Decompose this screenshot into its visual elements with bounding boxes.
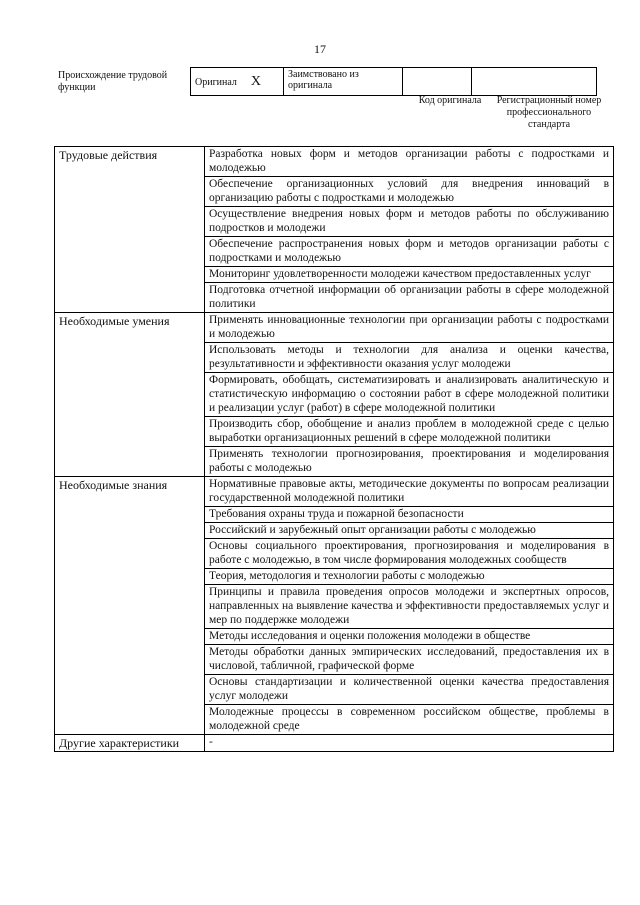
section-item: Осуществление внедрения новых форм и методов работы по обслуживанию подростков и молодежи [205,207,614,237]
table-row [55,313,614,343]
section-item: Основы стандартизации и количественной оценки качества предоставления услуг молодежи [205,675,614,705]
origin-label: Происхождение трудовой функции [58,70,168,93]
section-item: Российский и зарубежный опыт организации работы с молодежью [205,523,614,539]
borrowed-cell: Заимствовано из оригинала [284,68,403,96]
page-number: 17 [314,42,326,56]
section-title: Другие характеристики [55,735,205,752]
origin-table [190,67,597,96]
function-table-body [55,147,614,752]
section-item: Подготовка отчетной информации об организации работы в сфере молодежной политики [205,283,614,313]
table-row [55,147,614,177]
code-cell [403,68,472,96]
section-item: Производить сбор, обобщение и анализ проблем в молодежной среде с целью выработки организационных решений в сфере молодежной политики [205,417,614,447]
section-item: Применять технологии прогнозирования, проектирования и моделирования работы с молодежью [205,447,614,477]
section-item: Применять инновационные технологии при организации работы с подростками и молодежью [205,313,614,343]
section-item: Разработка новых форм и методов организации работы с подростками и молодежью [205,147,614,177]
code-caption: Код оригинала [418,95,482,106]
original-mark: X [250,73,262,89]
section-item: Мониторинг удовлетворенности молодежи качеством предоставленных услуг [205,267,614,283]
section-title: Необходимые знания [55,477,205,735]
section-item: Формировать, обобщать, систематизировать и анализировать аналитическую и статистическую информацию о состоянии работ в сфере молодежной политики и реализации услуг (работ) в сфере молодежной политики [205,373,614,417]
section-item: Требования охраны труда и пожарной безопасности [205,507,614,523]
reg-number-caption: Регистрационный номер профессионального стандарта [496,95,602,130]
section-title: Трудовые действия [55,147,205,313]
original-cell [191,68,284,96]
section-item: Молодежные процессы в современном российском обществе, проблемы в молодежной среде [205,705,614,735]
function-table [54,146,614,752]
section-item: Принципы и правила проведения опросов молодежи и экспертных опросов, направленных на выявление качества и эффективности предоставляемых услуг и мер по поддержке молодежи [205,585,614,629]
section-item: Использовать методы и технологии для анализа и оценки качества, результативности и эффективности оказания услуг молодежи [205,343,614,373]
section-item: Методы исследования и оценки положения молодежи в обществе [205,629,614,645]
section-title: Необходимые умения [55,313,205,477]
reg-number-cell [472,68,597,96]
section-item: Обеспечение распространения новых форм и методов организации работы с подростками и молодежью [205,237,614,267]
section-item: - [205,735,614,752]
section-item: Нормативные правовые акты, методические документы по вопросам реализации государственной молодежной политики [205,477,614,507]
table-row [55,735,614,752]
original-label: Оригинал [195,76,237,88]
table-row [55,477,614,507]
section-item: Методы обработки данных эмпирических исследований, предоставления их в числовой, табличной, графической форме [205,645,614,675]
section-item: Обеспечение организационных условий для внедрения инноваций в организацию работы с подростками и молодежью [205,177,614,207]
section-item: Основы социального проектирования, прогнозирования и моделирования в работе с молодежью, в том числе формирования молодежных сообществ [205,539,614,569]
section-item: Теория, методология и технологии работы с молодежью [205,569,614,585]
